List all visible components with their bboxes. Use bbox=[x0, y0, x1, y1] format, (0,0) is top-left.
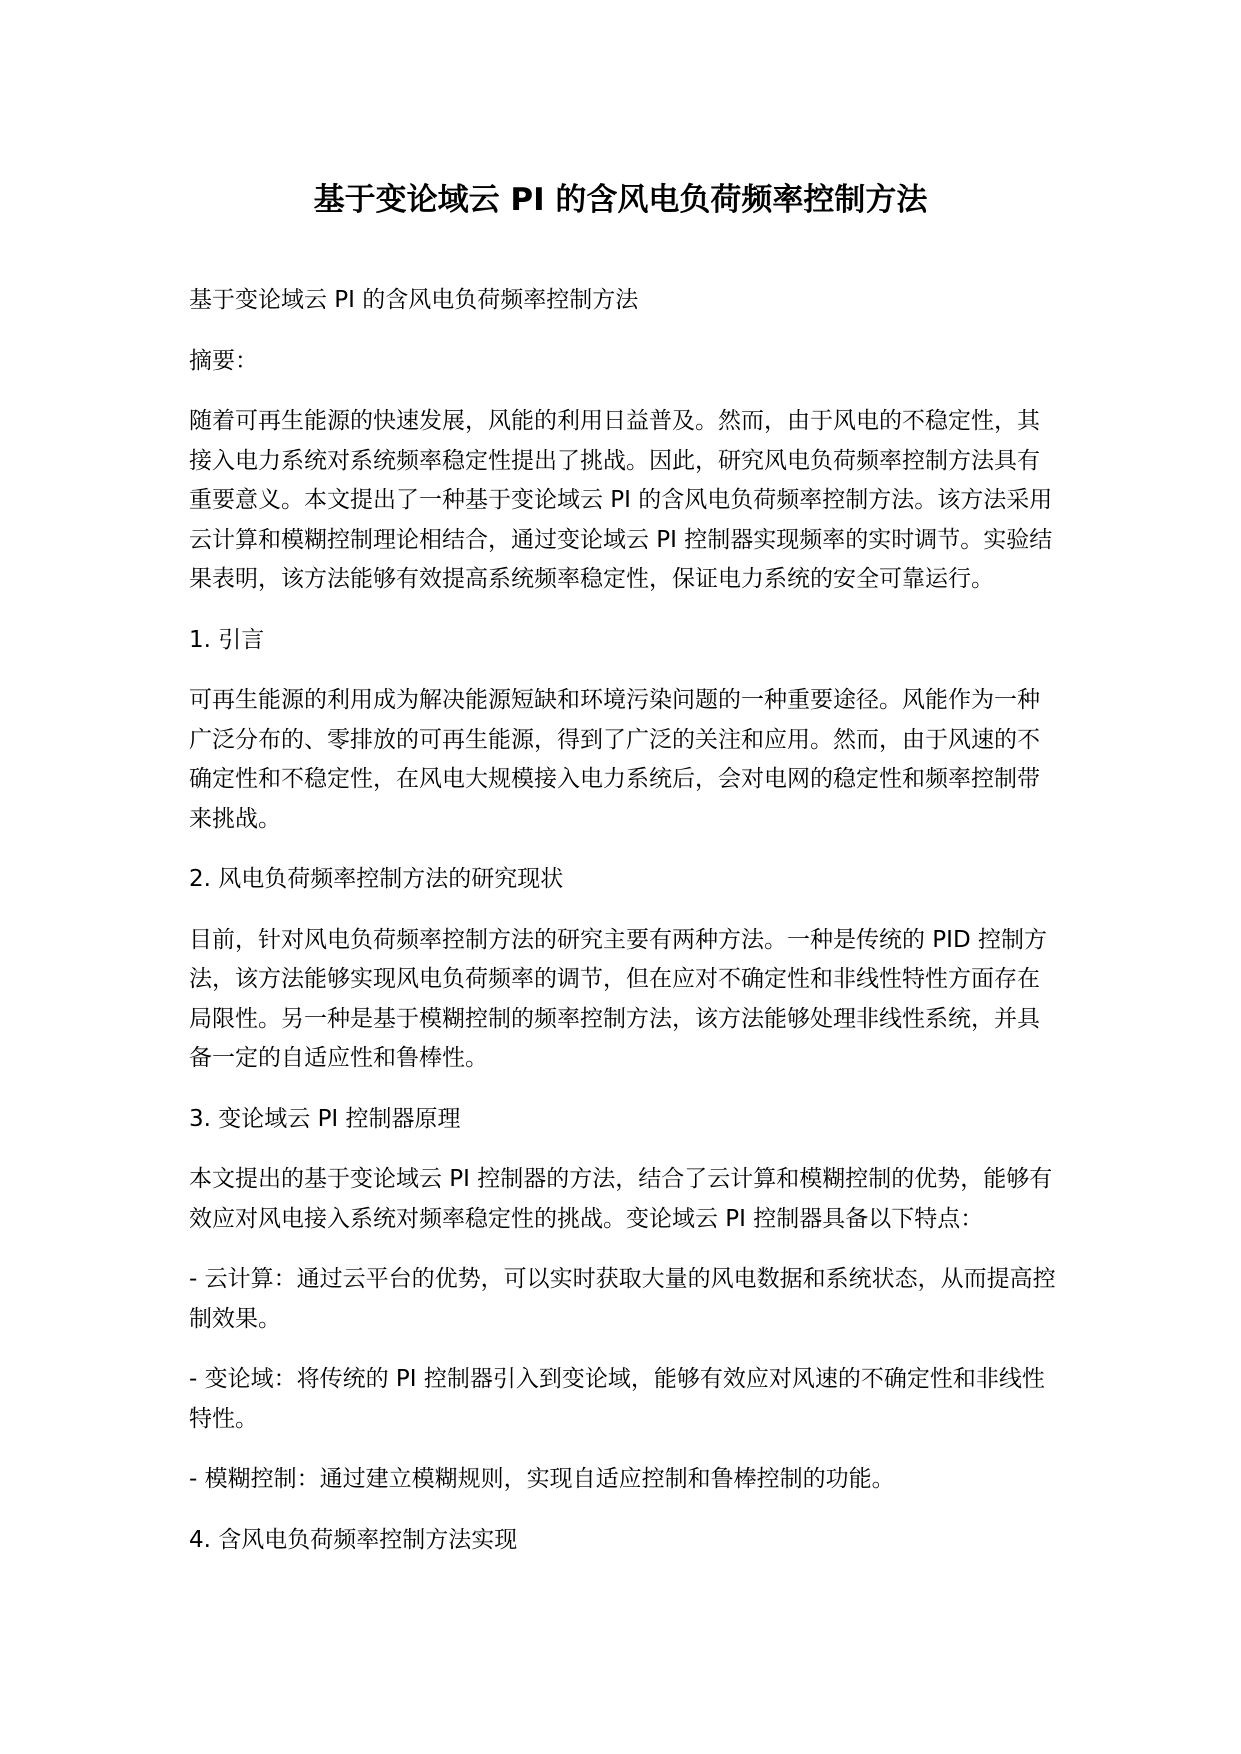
text-line: - 云计算：通过云平台的优势，可以实时获取大量的风电数据和系统状态，从而提高控 bbox=[189, 1266, 1056, 1292]
text-line: 法，该方法能够实现风电负荷频率的调节，但在应对不确定性和非线性特性方面存在 bbox=[189, 966, 1040, 992]
section-heading-text: 2. 风电负荷频率控制方法的研究现状 bbox=[189, 866, 564, 892]
section-heading-text: 3. 变论域云 PI 控制器原理 bbox=[189, 1105, 461, 1132]
text-line: 特性。 bbox=[189, 1405, 258, 1432]
document-subtitle bbox=[189, 281, 1089, 321]
section-heading-1 bbox=[189, 621, 1089, 661]
text-line: 可再生能源的利用成为解决能源短缺和环境污染问题的一种重要途径。风能作为一种 bbox=[189, 687, 1040, 713]
text-line: 本文提出的基于变论域云 PI 控制器的方法，结合了云计算和模糊控制的优势，能够有 bbox=[189, 1166, 1053, 1192]
text-line: 制效果。 bbox=[189, 1305, 281, 1332]
text-line: 果表明，该方法能够有效提高系统频率稳定性，保证电力系统的安全可靠运行。 bbox=[189, 566, 994, 592]
text-line: 来挑战。 bbox=[189, 805, 281, 832]
section-heading-text: 4. 含风电负荷频率控制方法实现 bbox=[189, 1526, 518, 1553]
text-line: 随着可再生能源的快速发展，风能的利用日益普及。然而，由于风电的不稳定性，其 bbox=[189, 408, 1040, 434]
text-line: 接入电力系统对系统频率稳定性提出了挑战。因此，研究风电负荷频率控制方法具有 bbox=[189, 447, 1040, 474]
abstract-paragraph bbox=[189, 402, 1089, 600]
section-heading-4 bbox=[189, 1521, 1089, 1561]
text-line: 云计算和模糊控制理论相结合，通过变论域云 PI 控制器实现频率的实时调节。实验结 bbox=[189, 526, 1053, 553]
text-line: - 模糊控制：通过建立模糊规则，实现自适应控制和鲁棒控制的功能。 bbox=[189, 1466, 895, 1492]
abstract-label bbox=[189, 342, 1089, 382]
section-heading-2 bbox=[189, 860, 1089, 900]
section-2-paragraph bbox=[189, 921, 1089, 1079]
subtitle-line: 基于变论域云 PI 的含风电负荷频率控制方法 bbox=[189, 287, 639, 313]
page-title: 基于变论域云 PI 的含风电负荷频率控制方法 bbox=[313, 182, 928, 218]
text-line: - 变论域：将传统的 PI 控制器引入到变论域，能够有效应对风速的不确定性和非线性 bbox=[189, 1366, 1045, 1392]
section-heading-3 bbox=[189, 1100, 1089, 1140]
document-body bbox=[189, 281, 1089, 1581]
bullet-item-fuzzy-control bbox=[189, 1460, 1089, 1500]
section-3-paragraph bbox=[189, 1160, 1089, 1239]
text-line: 备一定的自适应性和鲁棒性。 bbox=[189, 1045, 488, 1071]
abstract-label-text: 摘要： bbox=[189, 347, 258, 374]
bullet-item-cloud-computing bbox=[189, 1260, 1089, 1339]
text-line: 局限性。另一种是基于模糊控制的频率控制方法，该方法能够处理非线性系统，并具 bbox=[189, 1005, 1040, 1032]
text-line: 确定性和不稳定性，在风电大规模接入电力系统后，会对电网的稳定性和频率控制带 bbox=[189, 766, 1040, 792]
section-1-paragraph bbox=[189, 681, 1089, 839]
text-line: 目前，针对风电负荷频率控制方法的研究主要有两种方法。一种是传统的 PID 控制方 bbox=[189, 926, 1047, 953]
text-line: 广泛分布的、零排放的可再生能源，得到了广泛的关注和应用。然而，由于风速的不 bbox=[189, 726, 1040, 753]
bullet-item-variable-universe bbox=[189, 1360, 1089, 1439]
text-line: 效应对风电接入系统对频率稳定性的挑战。变论域云 PI 控制器具备以下特点： bbox=[189, 1205, 984, 1232]
text-line: 重要意义。本文提出了一种基于变论域云 PI 的含风电负荷频率控制方法。该方法采用 bbox=[189, 487, 1053, 513]
section-heading-text: 1. 引言 bbox=[189, 626, 265, 653]
